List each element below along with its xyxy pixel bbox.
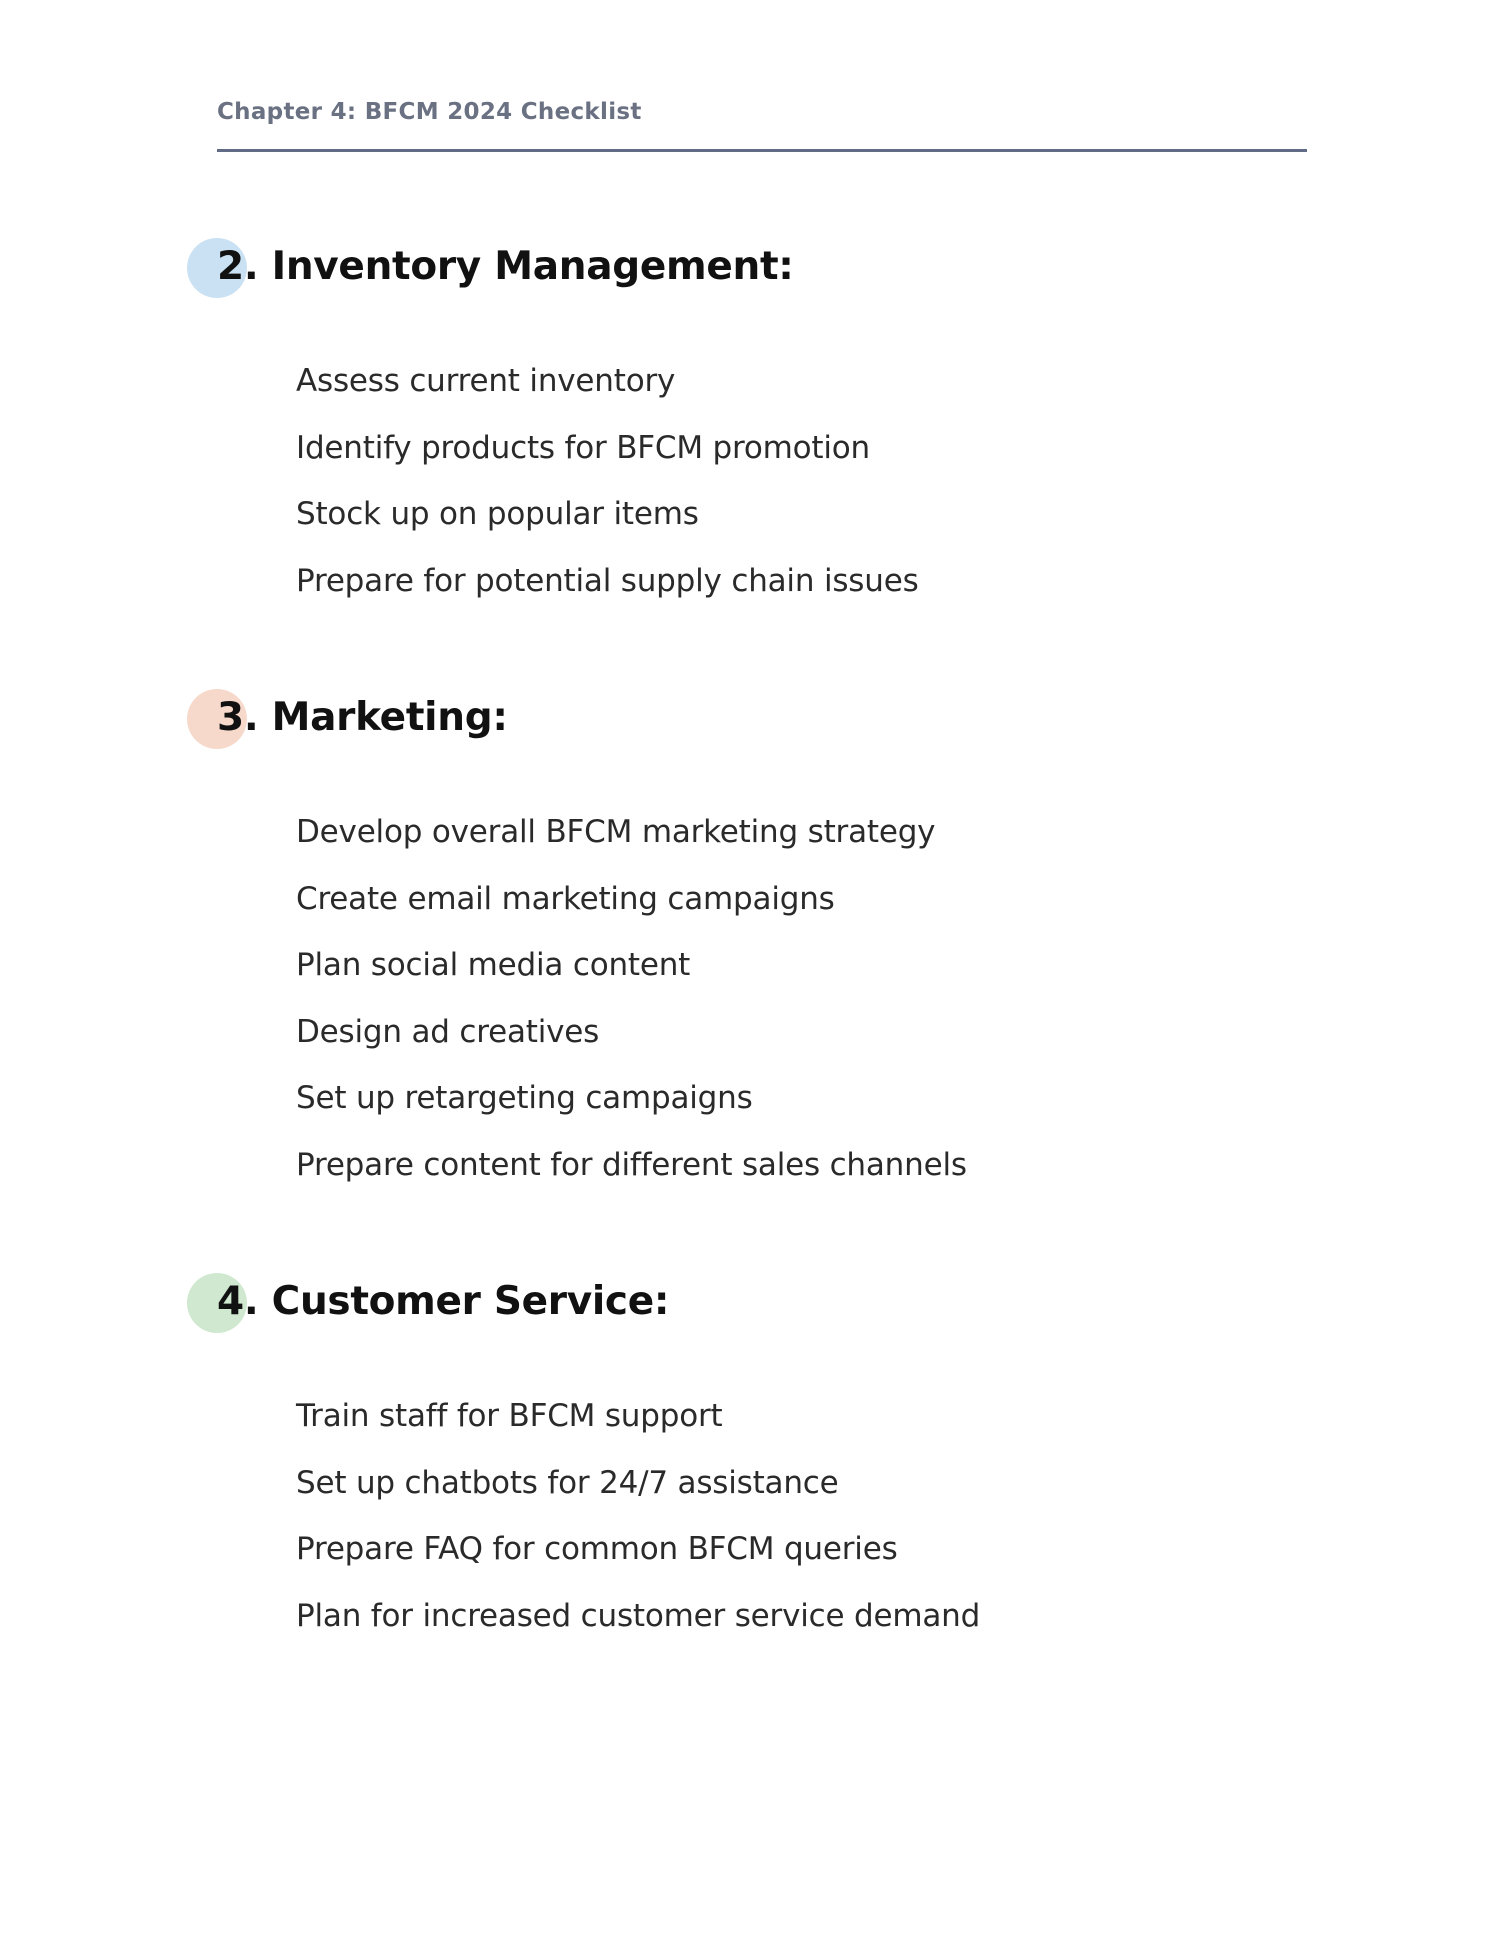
checklist-item: Plan for increased customer service demand bbox=[296, 1597, 981, 1634]
checklist-item: Stock up on popular items bbox=[296, 496, 699, 532]
checklist bbox=[296, 799, 967, 1198]
checklist-item: Prepare for potential supply chain issues bbox=[296, 562, 919, 599]
section-title: 2. Inventory Management: bbox=[217, 244, 794, 289]
section-customer-service bbox=[187, 1273, 1287, 1634]
chapter-title: Chapter 4: BFCM 2024 Checklist bbox=[217, 99, 642, 125]
checklist-item: Identify products for BFCM promotion bbox=[296, 429, 870, 466]
section-heading bbox=[187, 1273, 1287, 1337]
page-header bbox=[217, 96, 1307, 128]
checklist-item: Develop overall BFCM marketing strategy bbox=[296, 814, 936, 850]
checklist-item: Set up retargeting campaigns bbox=[296, 1080, 753, 1116]
checklist-item: Design ad creatives bbox=[296, 1013, 600, 1050]
section-heading bbox=[187, 238, 1287, 302]
section-title: 3. Marketing: bbox=[217, 695, 508, 740]
checklist-item: Plan social media content bbox=[296, 947, 691, 983]
checklist-item: Assess current inventory bbox=[296, 363, 676, 399]
checklist-item: Create email marketing campaigns bbox=[296, 880, 835, 917]
checklist-item: Prepare content for different sales channels bbox=[296, 1146, 967, 1183]
section-heading bbox=[187, 689, 1287, 753]
section-marketing bbox=[187, 689, 1287, 1183]
checklist bbox=[296, 1383, 980, 1649]
checklist-item: Set up chatbots for 24/7 assistance bbox=[296, 1464, 839, 1501]
checklist bbox=[296, 348, 919, 614]
section-inventory-management bbox=[187, 238, 1287, 599]
header-divider bbox=[217, 149, 1307, 152]
checklist-item: Train staff for BFCM support bbox=[296, 1398, 723, 1434]
checklist-item: Prepare FAQ for common BFCM queries bbox=[296, 1531, 898, 1567]
section-title: 4. Customer Service: bbox=[217, 1279, 670, 1324]
